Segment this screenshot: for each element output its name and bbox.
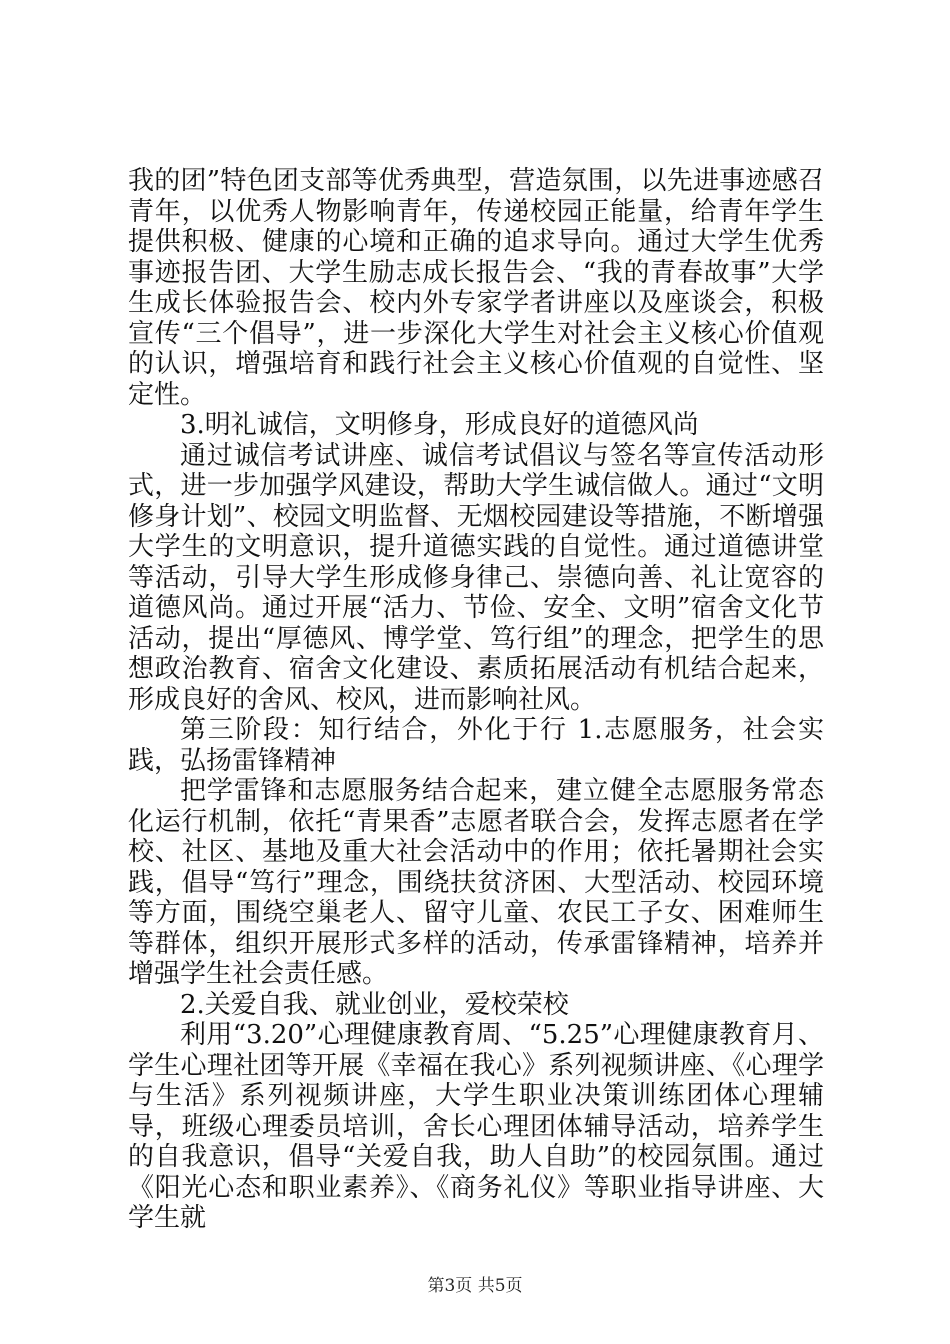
document-body	[128, 166, 824, 1234]
paragraph-psychology: 利用“3.20”心理健康教育周、“5.25”心理健康教育月、学生心理社团等开展《幸福在我心》系列视频讲座、《心理学与生活》系列视频讲座，大学生职业决策训练团体心理辅导，班级心理委员培训，舍长心理团体辅导活动，培养学生的自我意识，倡导“关爱自我，助人自助”的校园氛围。通过《阳光心态和职业素养》、《商务礼仪》等职业指导讲座、大学生就	[128, 1020, 824, 1233]
page-number-footer: 第3页 共5页	[427, 1276, 523, 1296]
section-heading-integrity: 3.明礼诚信，文明修身，形成良好的道德风尚	[180, 410, 699, 440]
section-heading-self-care: 2.关爱自我、就业创业，爱校荣校	[180, 989, 569, 1020]
paragraph-integrity: 通过诚信考试讲座、诚信考试倡议与签名等宣传活动形式，进一步加强学风建设，帮助大学生诚信做人。通过“文明修身计划”、校园文明监督、无烟校园建设等措施，不断增强大学生的文明意识，提升道德实践的自觉性。通过道德讲堂等活动，引导大学生形成修身律己、崇德向善、礼让宽容的道德风尚。通过开展“活力、节俭、安全、文明”宿舍文化节活动，提出“厚德风、博学堂、笃行组”的理念，把学生的思想政治教育、宿舍文化建设、素质拓展活动有机结合起来，形成良好的舍风、校风，进而影响社风。	[128, 440, 824, 715]
section-heading-stage-three: 第三阶段：知行结合，外化于行 1.志愿服务，社会实践，弘扬雷锋精神	[128, 715, 824, 776]
paragraph-volunteer: 把学雷锋和志愿服务结合起来，建立健全志愿服务常态化运行机制，依托“青果香”志愿者联合会，发挥志愿者在学校、社区、基地及重大社会活动中的作用；依托暑期社会实践，倡导“笃行”理念，围绕扶贫济困、大型活动、校园环境等方面，围绕空巢老人、留守儿童、农民工子女、困难师生等群体，组织开展形式多样的活动，传承雷锋精神，培养并增强学生社会责任感。	[128, 776, 824, 989]
paragraph-core-values: 我的团”特色团支部等优秀典型，营造氛围，以先进事迹感召青年，以优秀人物影响青年，传递校园正能量，给青年学生提供积极、健康的心境和正确的追求导向。通过大学生优秀事迹报告团、大学生励志成长报告会、“我的青春故事”大学生成长体验报告会、校内外专家学者讲座以及座谈会，积极宣传“三个倡导”，进一步深化大学生对社会主义核心价值观的认识，增强培育和践行社会主义核心价值观的自觉性、坚定性。	[128, 166, 824, 410]
